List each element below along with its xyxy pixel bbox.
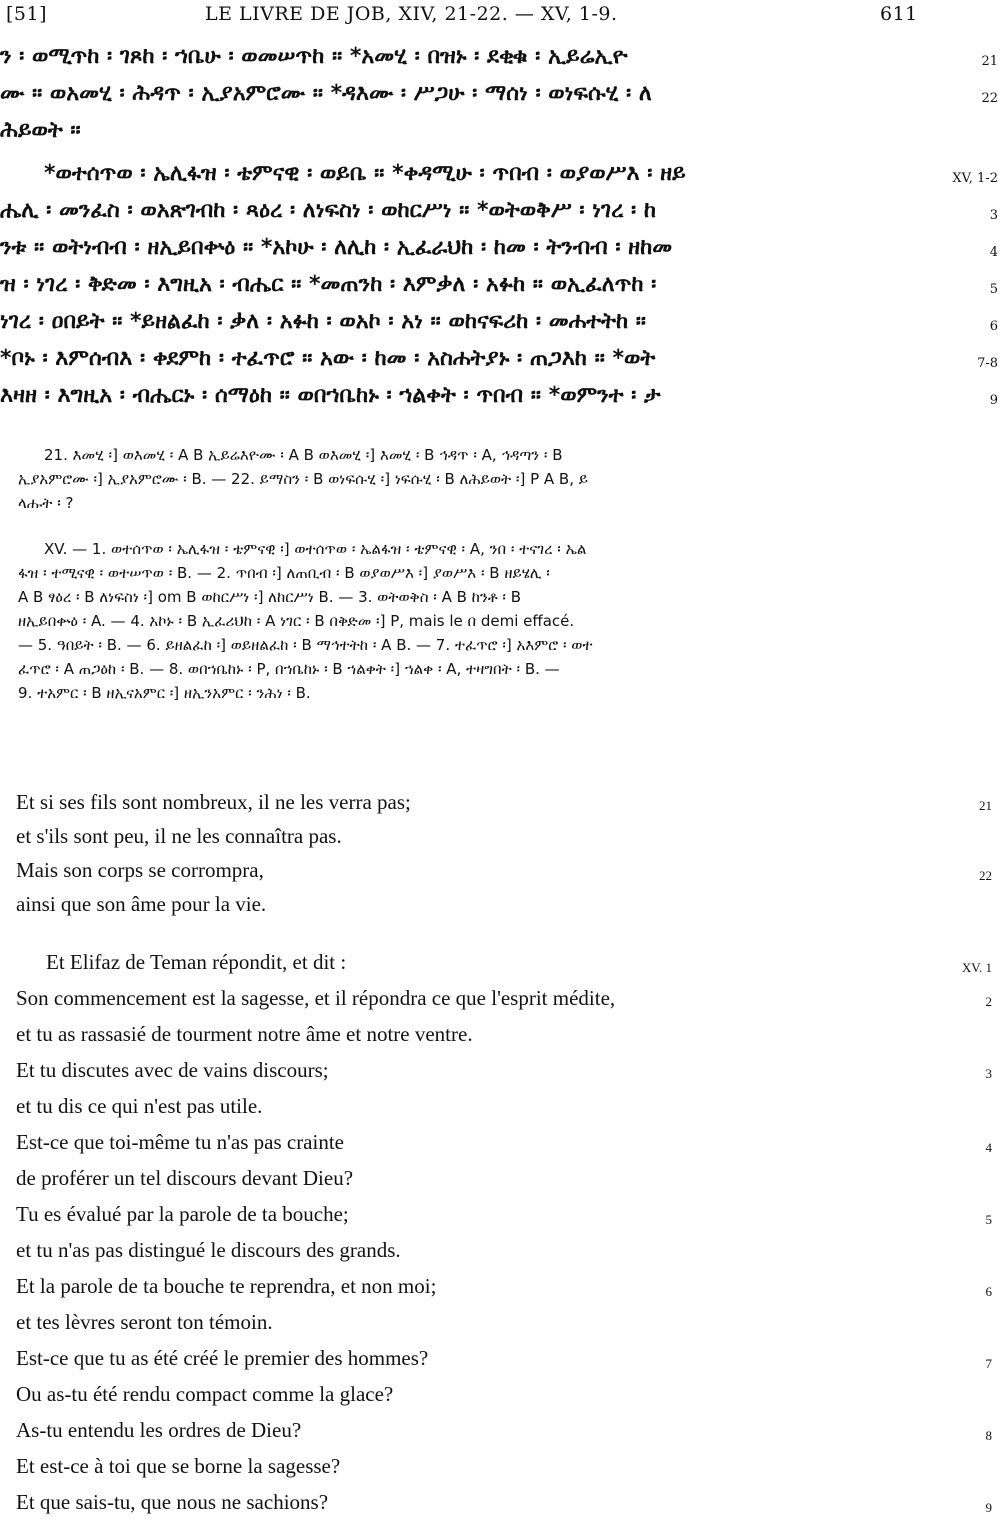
translation-line xyxy=(46,950,346,984)
translation-line xyxy=(16,1130,344,1164)
verse-number: 3 xyxy=(989,208,998,223)
verse-number: 7-8 xyxy=(977,356,998,371)
running-header xyxy=(0,0,1000,28)
ethiopic-line-text: ነገረ ፡ ዐበይት ። *ይዘልፈከ ፡ ቃለ ፡ አፉከ ፡ ወአኮ ፡ አነ ። ወከናፍሪከ ፡ መሐተትከ ። xyxy=(0,309,647,334)
translation-line xyxy=(16,1238,401,1272)
verse-number: 2 xyxy=(985,994,992,1009)
ethiopic-line-text: *ቦኑ ፡ እምሰብእ ፡ ቀደምከ ፡ ተፈጥሮ ። አው ፡ ከመ ፡ አስሐትያኑ ፡ ጠጋእከ ። *ወት xyxy=(0,346,656,371)
verse-number: 3 xyxy=(985,1066,992,1081)
translation-line xyxy=(16,858,264,892)
translation-line xyxy=(16,1310,273,1344)
translation-line-text: Ou as-tu été rendu compact comme la glace? xyxy=(16,1382,394,1406)
verse-number: 8 xyxy=(985,1428,992,1443)
verse-number: 6 xyxy=(985,1284,992,1299)
translation-line xyxy=(16,892,266,926)
translation-line xyxy=(16,1418,301,1452)
translation-line xyxy=(16,1058,329,1092)
translation-line-text: et s'ils sont peu, il ne les connaîtra pas. xyxy=(16,824,342,848)
translation-line-text: Et si ses fils sont nombreux, il ne les verra pas; xyxy=(16,790,411,814)
verse-number: 4 xyxy=(985,1140,992,1155)
translation-line-text: et tu as rassasié de tourment notre âme et notre ventre. xyxy=(16,1022,473,1046)
translation-line xyxy=(16,1454,340,1488)
translation-line-text: Et est-ce à toi que se borne la sagesse? xyxy=(16,1454,341,1478)
translation-line-text: Est-ce que tu as été créé le premier des hommes? xyxy=(16,1346,429,1370)
ethiopic-line-text: ን ፡ ወሚጥከ ፡ ገጾከ ፡ ኀቤሁ ፡ ወመሠጥከ ። *አመሂ ፡ በዝኑ ፡ ደቂቁ ፡ ኢይሬኢዮ xyxy=(0,44,628,69)
translation-line-text: Et la parole de ta bouche te reprendra, et non moi; xyxy=(16,1274,437,1298)
apparatus-line: ኢያአምሮሙ ፡] ኢያአምሮሙ ፡ B. — 22. ይማስን ፡ B ወነፍሱሂ ፡] ነፍሱሂ ፡ B ለሕይወት ፡] P A B, ይ xyxy=(18,470,588,488)
ethiopic-line-text: ንቱ ። ወትነብብ ፡ ዘኢይበቍዕ ። *አኮሁ ፡ ለሊከ ፡ ኢፈራህከ ፡ ከመ ፡ ትንብብ ፡ ዘከመ xyxy=(0,235,673,260)
translation-line-text: et tu n'as pas distingué le discours des grands. xyxy=(16,1238,401,1262)
translation-line-text: de proférer un tel discours devant Dieu? xyxy=(16,1166,354,1190)
translation-line xyxy=(16,790,411,824)
verse-number: XV. 1 xyxy=(961,960,992,975)
translation-line xyxy=(16,1202,349,1236)
translation-line-text: Mais son corps se corrompra, xyxy=(16,858,264,882)
apparatus-line: — 5. ዓበይት ፡ B. — 6. ይዘልፈከ ፡] ወይዘልፈከ ፡ B ማኅተትከ ፡ A B. — 7. ተፈጥሮ ፡] አእምሮ ፡ ወተ xyxy=(18,636,593,654)
translation-line xyxy=(16,1094,262,1128)
translation-line-text: Est-ce que toi-même tu n'as pas crainte xyxy=(16,1130,344,1154)
apparatus-line: ላሑት ፡ ? xyxy=(18,494,74,512)
apparatus-line: 21. እመሂ ፡] ወእመሂ ፡ A B ኢይሬእዮሙ ፡ A B ወእመሂ ፡] እመሂ ፡ B ኅዳጥ ፡ A, ኅዳጣን ፡ B xyxy=(44,446,563,464)
verse-number: 22 xyxy=(981,91,998,106)
translation-line-text: et tu dis ce qui n'est pas utile. xyxy=(16,1094,263,1118)
translation-line xyxy=(16,1346,428,1380)
translation-line xyxy=(16,1382,393,1416)
translation-line-text: Et tu discutes avec de vains discours; xyxy=(16,1058,329,1082)
verse-number: 5 xyxy=(989,282,998,297)
apparatus-line: ፋዝ ፡ ተሚናዊ ፡ ወተሠጥወ ፡ B. — 2. ጥበብ ፡] ለጠቢብ ፡ B ወያወሥእ ፡] ያወሥእ ፡ B ዘይሄሊ ፡ xyxy=(18,564,550,582)
section-number: [51] xyxy=(6,3,48,25)
apparatus-line: ዘኢይበቍዕ ፡ A. — 4. አኮኑ ፡ B ኢፈሪህከ ፡ A ነገር ፡ B በቅድመ ፡] P, mais le በ demi effacé. xyxy=(18,612,575,630)
apparatus-line: ፈጥሮ ፡ A ጠጋዕከ ፡ B. — 8. ወበኀቤከኑ ፡ P, በኀቤከኑ ፡ B ኀልቀት ፡] ኀልቀ ፡ A, ተዛግበት ፡ B. — xyxy=(18,660,560,678)
verse-number: 22 xyxy=(979,868,992,883)
translation-line xyxy=(16,1166,353,1200)
verse-number: XV, 1-2 xyxy=(952,171,998,186)
apparatus-line: XV. — 1. ወተሰጥወ ፡ ኤሊፋዝ ፡ ቴምናዊ ፡] ወተሰጥወ ፡ ኤልፋዝ ፡ ቴምናዊ ፡ A, ንበ ፡ ተናገረ ፡ ኤል xyxy=(44,540,587,558)
ethiopic-line-text: *ወተሰጥወ ፡ ኤሊፋዝ ፡ ቴምናዊ ፡ ወይቤ ። *ቀዳሚሁ ፡ ጥበብ ፡ ወያወሥእ ፡ ዘይ xyxy=(44,161,686,186)
apparatus-line: 9. ተአምር ፡ B ዘኢናአምር ፡] ዘኢንአምር ፡ ንሕነ ፡ B. xyxy=(18,684,311,702)
apparatus-line: A B ፃዕረ ፡ B ለነፍስነ ፡] om B ወከርሥነ ፡] ለከርሥነ B. — 3. ወትወቅስ ፡ A B ከንቶ ፡ B xyxy=(18,588,522,606)
ethiopic-line-text: እዛዘ ፡ እግዚአ ፡ ብሔርኑ ፡ ሰማዕከ ። ወበኀቤከኑ ፡ ኀልቀት ፡ ጥበብ ። *ወምንተ ፡ ታ xyxy=(0,383,661,408)
translation-line-text: Son commencement est la sagesse, et il répondra ce que l'esprit médite, xyxy=(16,986,616,1010)
verse-number: 21 xyxy=(981,54,998,69)
verse-number: 21 xyxy=(979,798,992,813)
verse-number: 7 xyxy=(985,1356,992,1371)
running-title: LE LIVRE DE JOB, XIV, 21-22. — XV, 1-9. xyxy=(205,3,618,25)
translation-line-text: As-tu entendu les ordres de Dieu? xyxy=(16,1418,302,1442)
verse-number: 6 xyxy=(989,319,998,334)
page-number: 611 xyxy=(880,3,918,25)
ethiopic-line-text: ሙ ። ወአመሂ ፡ ሕዳጥ ፡ ኢያአምሮሙ ። *ዳእሙ ፡ ሥጋሁ ፡ ማሰነ ፡ ወነፍሱሂ ፡ ለ xyxy=(0,81,652,106)
verse-number: 4 xyxy=(989,245,998,260)
translation-line xyxy=(16,1022,473,1056)
translation-line-text: ainsi que son âme pour la vie. xyxy=(16,892,267,916)
ethiopic-line-text: ዝ ፡ ነገረ ፡ ቅድመ ፡ እግዚአ ፡ ብሔር ። *መጠንከ ፡ እምቃለ ፡ አፉከ ። ወኢፈለጥከ ፡ xyxy=(0,272,657,297)
translation-line xyxy=(16,824,342,858)
verse-number: 5 xyxy=(985,1212,992,1227)
translation-line-text: Tu es évalué par la parole de ta bouche; xyxy=(16,1202,349,1226)
translation-line xyxy=(16,1490,328,1524)
translation-line xyxy=(16,1274,436,1308)
ethiopic-line-text: ሕይወት ። xyxy=(0,118,81,143)
translation-line-text: Et Elifaz de Teman répondit, et dit : xyxy=(46,950,347,974)
verse-number: 9 xyxy=(985,1500,992,1515)
translation-line-text: et tes lèvres seront ton témoin. xyxy=(16,1310,273,1334)
verse-number: 9 xyxy=(989,393,998,408)
translation-line xyxy=(16,986,615,1020)
translation-line-text: Et que sais-tu, que nous ne sachions? xyxy=(16,1490,329,1514)
ethiopic-line-text: ሔሊ ፡ መንፈስ ፡ ወአጽገብከ ፡ ጻዕረ ፡ ለነፍስነ ፡ ወከርሥነ ። *ወትወቅሥ ፡ ነገረ ፡ ከ xyxy=(0,198,657,223)
